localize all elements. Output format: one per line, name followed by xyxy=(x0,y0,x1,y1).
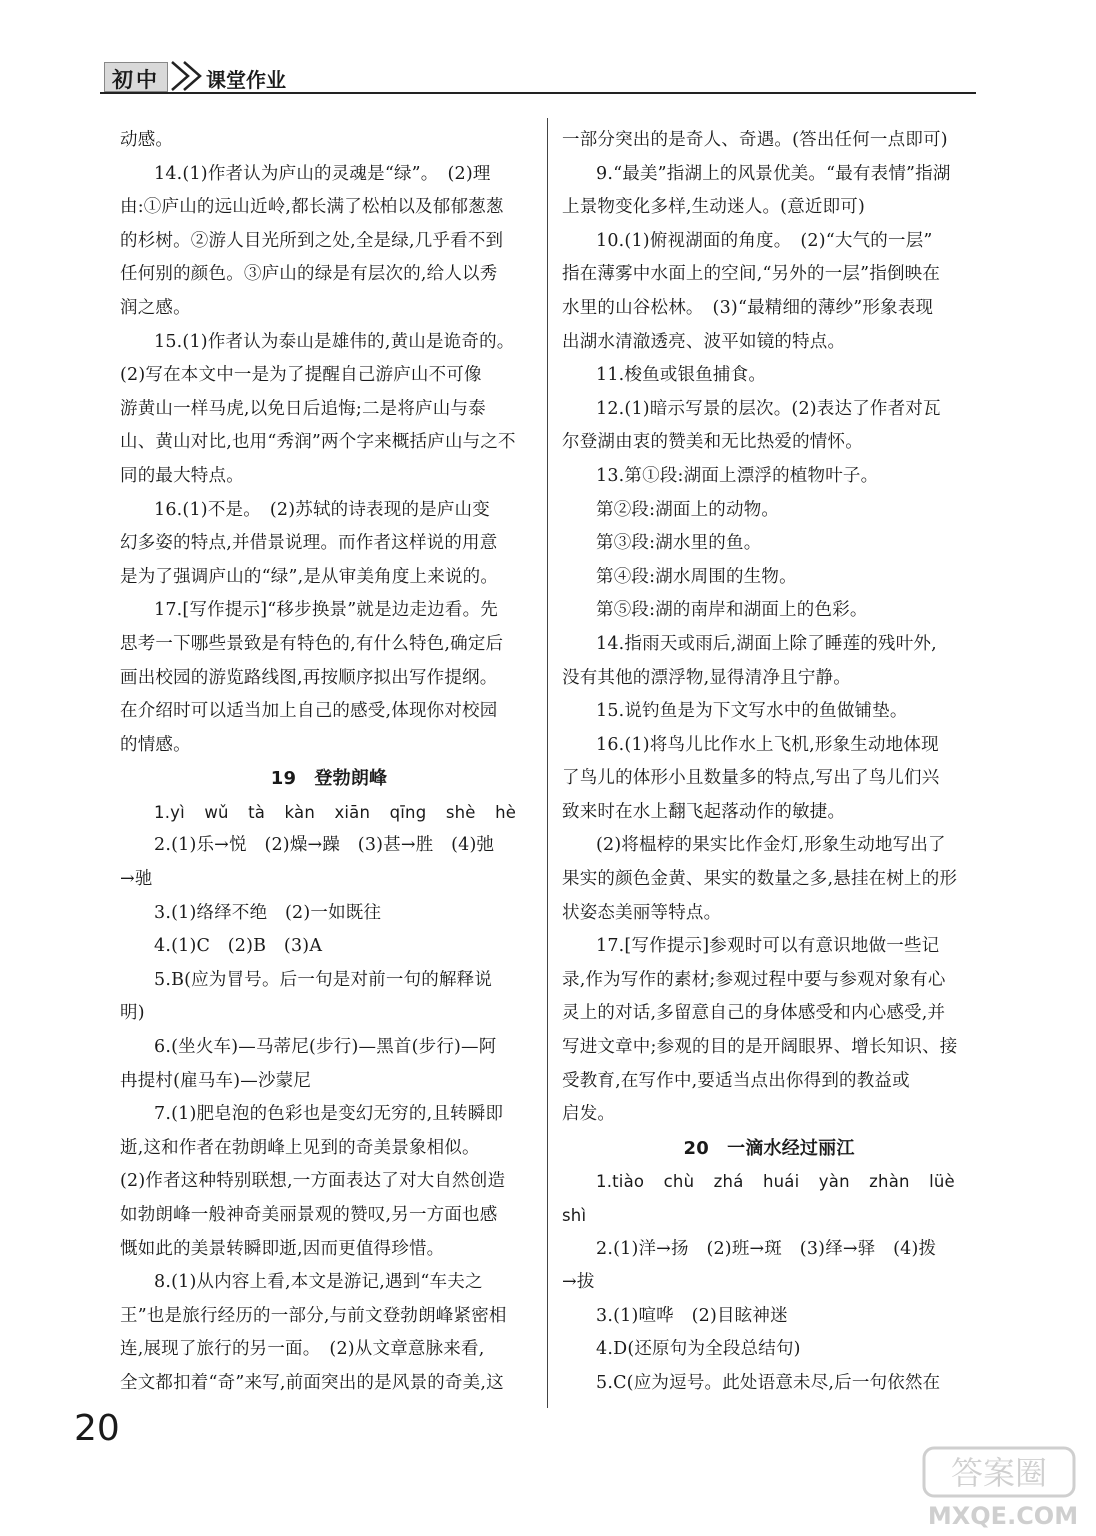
right-text-line: 果实的颜色金黄、果实的数量之多,悬挂在树上的形 xyxy=(562,869,958,890)
right-text-line: 录,作为写作的素材;参观过程中要与参观对象有心 xyxy=(562,969,946,990)
right-text-line: 没有其他的漂浮物,显得清净且宁静。 xyxy=(562,667,851,688)
svg-text:答案圈: 答案圈 xyxy=(950,1454,1048,1492)
right-text-line: 上景物变化多样,生动迷人。(意近即可) xyxy=(562,197,866,218)
left-text-line: 5.B(应为冒号。后一句是对前一句的解释说 xyxy=(154,969,493,990)
left-text-line: 任何别的颜色。③庐山的绿是有层次的,给人以秀 xyxy=(120,264,498,285)
watermark-logo xyxy=(918,1440,1088,1532)
right-text-line: 1.tiào chù zhá huái yàn zhàn lüè xyxy=(596,1172,955,1192)
left-text-line: 2.(1)乐→悦 (2)燥→躁 (3)甚→胜 (4)弛 xyxy=(154,835,495,856)
right-text-line: 第⑤段:湖的南岸和湖面上的色彩。 xyxy=(596,600,868,621)
right-text-line: 指在薄雾中水面上的空间,“另外的一层”指倒映在 xyxy=(562,264,941,285)
left-text-line: 的情感。 xyxy=(120,734,191,755)
left-text-line: 6.(坐火车)—马蒂尼(步行)—黑首(步行)—阿 xyxy=(154,1037,497,1058)
left-text-line: 王”也是旅行经历的一部分,与前文登勃朗峰紧密相 xyxy=(120,1305,507,1326)
right-text-line: 12.(1)暗示写景的层次。(2)表达了作者对瓦 xyxy=(596,398,941,419)
left-text-line: (2)写在本文中一是为了提醒自己游庐山不可像 xyxy=(120,365,482,386)
right-text-line: 13.第①段:湖面上漂浮的植物叶子。 xyxy=(596,465,879,486)
right-text-line: 15.说钓鱼是为下文写水中的鱼做铺垫。 xyxy=(596,701,908,722)
left-text-line: 冉提村(雇马车)—沙蒙尼 xyxy=(120,1070,312,1091)
grade-tag-label: 初中 xyxy=(112,68,160,92)
right-text-line: 9.“最美”指湖上的风景优美。“最有表情”指湖 xyxy=(596,163,951,184)
section-title: 20 一滴水经过丽江 xyxy=(683,1137,855,1159)
left-text-line: 山、黄山对比,也用“秀润”两个字来概括庐山与之不 xyxy=(120,432,516,453)
right-text-line: 16.(1)将鸟儿比作水上飞机,形象生动地体现 xyxy=(596,734,939,755)
right-column xyxy=(562,124,976,1401)
left-text-line: (2)作者这种特别联想,一方面表达了对大自然创造 xyxy=(120,1171,506,1192)
left-text-line: 4.(1)C (2)B (3)A xyxy=(154,936,323,957)
right-text-line: shì xyxy=(562,1206,587,1225)
left-text-line: 游黄山一样马虎,以免日后追悔;二是将庐山与泰 xyxy=(120,398,486,419)
left-text-line: 全文都扣着“奇”来写,前面突出的是风景的奇美,这 xyxy=(120,1372,504,1393)
section-title: 19 登勃朗峰 xyxy=(270,768,388,790)
right-text-line: 出湖水清澈透亮、波平如镜的特点。 xyxy=(562,331,846,352)
right-text-line: 状姿态美丽等特点。 xyxy=(562,902,722,923)
right-text-line: 第④段:湖水周围的生物。 xyxy=(596,566,797,587)
left-text-line: 明) xyxy=(120,1003,145,1024)
left-text-line: →驰 xyxy=(120,869,153,890)
right-text-line: 第②段:湖面上的动物。 xyxy=(596,499,780,520)
left-text-line: 16.(1)不是。 (2)苏轼的诗表现的是庐山变 xyxy=(154,499,490,520)
left-text-line: 同的最大特点。 xyxy=(120,465,244,486)
left-text-line: 幻多姿的特点,并借景说理。而作者这样说的用意 xyxy=(120,533,498,554)
right-text-line: 14.指雨天或雨后,湖面上除了睡莲的残叶外, xyxy=(596,633,937,654)
page-header xyxy=(100,58,976,94)
left-text-line: 连,展现了旅行的另一面。 (2)从文章意脉来看, xyxy=(120,1339,485,1360)
right-text-line: 水里的山谷松林。 (3)“最精细的薄纱”形象表现 xyxy=(562,297,934,318)
right-text-line: 11.梭鱼或银鱼捕食。 xyxy=(596,365,767,386)
left-text-line: 7.(1)肥皂泡的色彩也是变幻无穷的,且转瞬即 xyxy=(154,1104,504,1125)
right-text-line: 2.(1)洋→扬 (2)班→斑 (3)绎→驿 (4)拨 xyxy=(596,1238,937,1259)
left-text-line: 慨如此的美景转瞬即逝,因而更值得珍惜。 xyxy=(120,1238,445,1259)
left-text-line: 画出校园的游览路线图,再按顺序拟出写作提纲。 xyxy=(120,667,498,688)
right-text-line: 17.[写作提示]参观时可以有意识地做一些记 xyxy=(596,936,940,957)
right-text-line: 写进文章中;参观的目的是开阔眼界、增长知识、接 xyxy=(562,1037,958,1058)
left-text-line: 的杉树。②游人目光所到之处,全是绿,几乎看不到 xyxy=(120,230,504,251)
left-column xyxy=(120,124,538,1401)
left-text-line: 8.(1)从内容上看,本文是游记,遇到“车夫之 xyxy=(154,1272,483,1293)
left-text-line: 1.yì wǔ tà kàn xiān qīng shè hè xyxy=(154,802,517,822)
right-text-line: 受教育,在写作中,要适当点出你得到的教益或 xyxy=(562,1070,910,1091)
left-text-line: 17.[写作提示]“移步换景”就是边走边看。先 xyxy=(154,600,498,621)
right-text-line: 4.D(还原句为全段总结句) xyxy=(596,1339,801,1360)
right-text-line: 10.(1)俯视湖面的角度。 (2)“大气的一层” xyxy=(596,230,933,251)
right-text-line: 了鸟儿的体形小且数量多的特点,写出了鸟儿们兴 xyxy=(562,768,940,789)
right-text-line: 第③段:湖水里的鱼。 xyxy=(596,533,762,554)
left-text-line: 由:①庐山的远山近岭,都长满了松柏以及郁郁葱葱 xyxy=(120,197,504,218)
right-text-line: 3.(1)喧哗 (2)目眩神迷 xyxy=(596,1305,788,1326)
left-text-line: 3.(1)络绎不绝 (2)一如既往 xyxy=(154,902,382,923)
left-text-line: 润之感。 xyxy=(120,297,191,318)
left-text-line: 思考一下哪些景致是有特色的,有什么特色,确定后 xyxy=(120,633,504,654)
right-text-line: 启发。 xyxy=(562,1104,616,1125)
right-text-line: →拔 xyxy=(562,1272,595,1293)
left-text-line: 动感。 xyxy=(120,130,174,150)
right-text-line: 一部分突出的是奇人、奇遇。(答出任何一点即可) xyxy=(562,130,948,150)
left-text-line: 是为了强调庐山的“绿”,是从审美角度上来说的。 xyxy=(120,566,499,587)
chevron-right-icon xyxy=(180,58,206,94)
right-text-line: 5.C(应为逗号。此处语意未尽,后一句依然在 xyxy=(596,1372,941,1393)
book-title: 课堂作业 xyxy=(206,68,286,92)
right-text-line: 尔登湖由衷的赞美和无比热爱的情怀。 xyxy=(562,432,863,453)
left-text-line: 如勃朗峰一般神奇美丽景观的赞叹,另一方面也感 xyxy=(120,1205,498,1225)
left-text-line: 14.(1)作者认为庐山的灵魂是“绿”。 (2)理 xyxy=(154,163,491,184)
grade-tag xyxy=(104,62,168,92)
column-divider xyxy=(547,118,548,1408)
header-rule xyxy=(100,92,976,94)
right-text-line: (2)将榅桲的果实比作金灯,形象生动地写出了 xyxy=(596,835,946,856)
svg-text:MXQE.COM: MXQE.COM xyxy=(927,1502,1079,1530)
left-text-line: 15.(1)作者认为泰山是雄伟的,黄山是诡奇的。 xyxy=(154,331,515,352)
right-text-line: 致来时在水上翻飞起落动作的敏捷。 xyxy=(562,801,846,822)
page-number: 20 xyxy=(74,1408,120,1449)
left-text-line: 逝,这和作者在勃朗峰上见到的奇美景象相似。 xyxy=(120,1137,480,1158)
right-text-line: 灵上的对话,多留意自己的身体感受和内心感受,并 xyxy=(562,1003,946,1024)
left-text-line: 在介绍时可以适当加上自己的感受,体现你对校园 xyxy=(120,701,498,722)
